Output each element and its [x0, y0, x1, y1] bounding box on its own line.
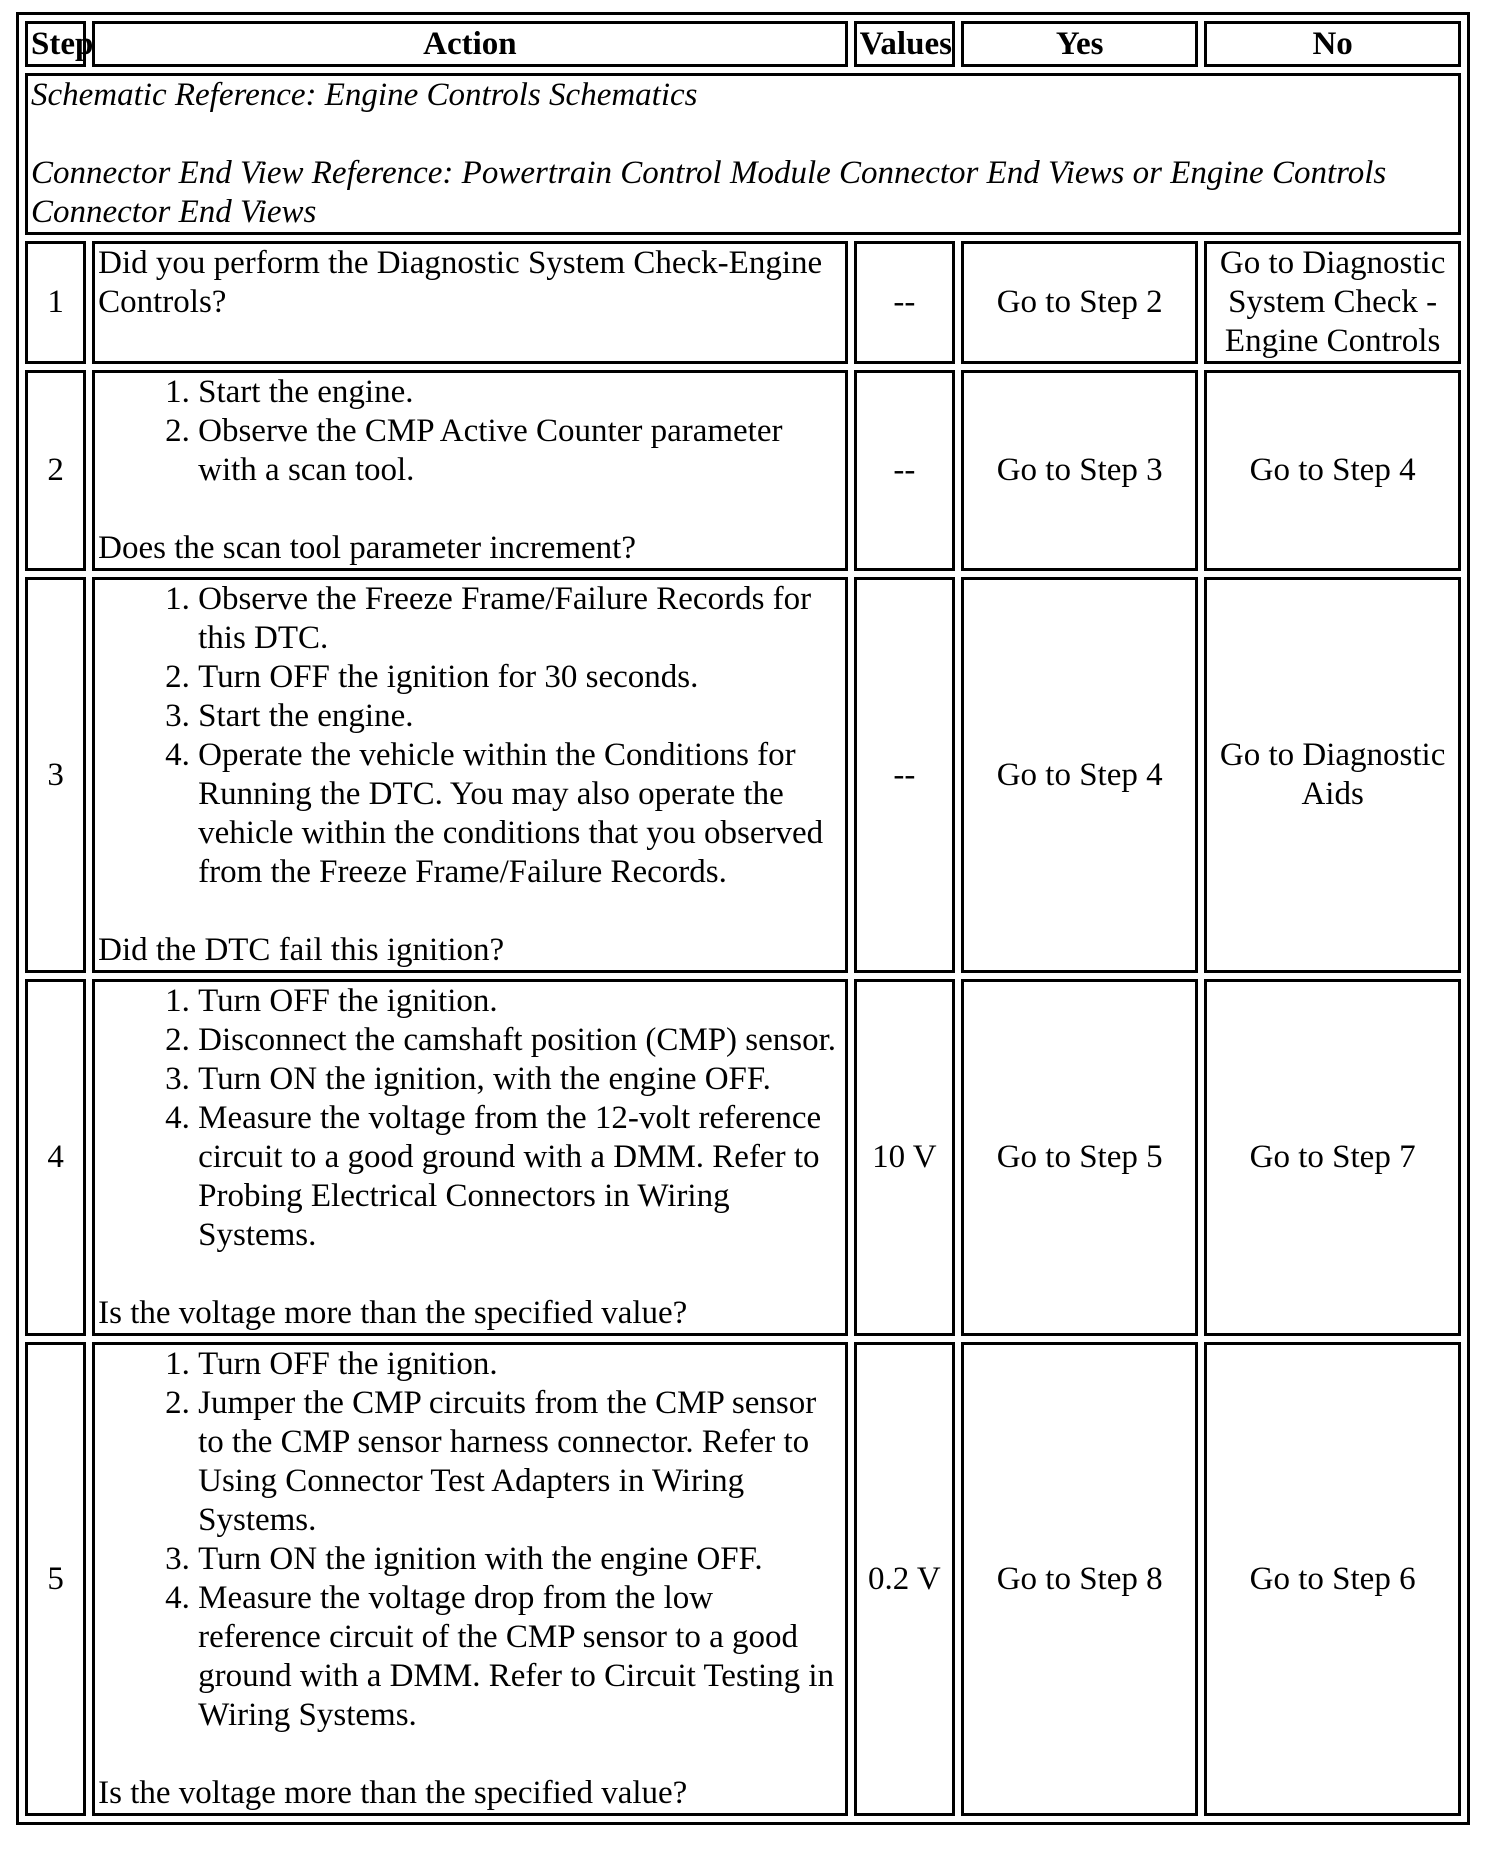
yes-link[interactable]: Go to Step 3: [996, 452, 1163, 488]
action-cell: [92, 241, 848, 364]
yes-link[interactable]: Go to Step 5: [996, 1139, 1163, 1175]
step-row: [25, 241, 1461, 364]
action-cell: [92, 979, 848, 1336]
header-step: Step: [25, 21, 86, 67]
reference-row: [25, 73, 1461, 235]
action-cell: [92, 1342, 848, 1816]
header-yes: Yes: [961, 21, 1198, 67]
action-cell: [92, 370, 848, 571]
yes-link[interactable]: Go to Step 4: [996, 756, 1163, 793]
connector-reference: Connector End View Reference: Powertrain Control Module Connector End Views or Engine Controls Connector End Views: [31, 155, 1387, 230]
step-row: [25, 577, 1461, 973]
value-cell: --: [854, 370, 955, 571]
value-cell: --: [854, 577, 955, 973]
step-row: [25, 1342, 1461, 1816]
header-row: [25, 21, 1461, 67]
yes-cell: [961, 979, 1198, 1336]
header-values: Values: [854, 21, 955, 67]
no-cell: [1204, 1342, 1461, 1816]
action-step-item: 2. Observe the CMP Active Counter parameter with a scan tool.: [198, 412, 842, 490]
action-step-item: 1. Start the engine.: [198, 373, 842, 412]
action-question: Did the DTC fail this ignition?: [98, 932, 505, 968]
action-step-item: 2. Disconnect the camshaft position (CMP) sensor.: [198, 1021, 842, 1060]
yes-cell: [961, 370, 1198, 571]
no-link[interactable]: Go to Step 6: [1249, 1560, 1416, 1597]
action-step-item: 3. Turn ON the ignition with the engine OFF.: [198, 1540, 842, 1579]
yes-link[interactable]: Go to Step 8: [996, 1560, 1163, 1597]
value-cell: --: [854, 241, 955, 364]
action-step-item: 4. Operate the vehicle within the Conditions for Running the DTC. You may also operate the vehicle within the conditions that you observed from the Freeze Frame/Failure Records.: [198, 736, 842, 892]
reference-cell: [25, 73, 1461, 235]
no-cell: [1204, 577, 1461, 973]
yes-link[interactable]: Go to Step 2: [996, 284, 1163, 320]
no-link[interactable]: Go to Diagnostic Aids: [1219, 737, 1446, 812]
action-steps-list: [98, 580, 842, 892]
yes-cell: [961, 241, 1198, 364]
action-steps-list: [98, 982, 842, 1255]
diagnostic-table: [16, 12, 1470, 1825]
value-cell: 0.2 V: [854, 1342, 955, 1816]
header-action: Action: [92, 21, 848, 67]
action-steps-list: [98, 1345, 842, 1735]
action-step-item: 1. Observe the Freeze Frame/Failure Records for this DTC.: [198, 580, 842, 658]
no-link[interactable]: Go to Step 4: [1249, 452, 1416, 488]
yes-cell: [961, 1342, 1198, 1816]
step-number: 2: [25, 370, 86, 571]
action-steps-list: [98, 373, 842, 490]
action-question: Did you perform the Diagnostic System Check-Engine Controls?: [98, 245, 823, 320]
step-row: [25, 979, 1461, 1336]
step-number: 5: [25, 1342, 86, 1816]
action-question: Is the voltage more than the specified value?: [98, 1775, 688, 1811]
action-step-item: 1. Turn OFF the ignition.: [198, 982, 842, 1021]
action-step-item: 3. Turn ON the ignition, with the engine OFF.: [198, 1060, 842, 1099]
value-cell: 10 V: [854, 979, 955, 1336]
action-step-item: 2. Jumper the CMP circuits from the CMP sensor to the CMP sensor harness connector. Refer to Using Connector Test Adapters in Wiring Systems.: [198, 1384, 842, 1540]
action-step-item: 2. Turn OFF the ignition for 30 seconds.: [198, 658, 842, 697]
step-number: 1: [25, 241, 86, 364]
step-number: 3: [25, 577, 86, 973]
action-cell: [92, 577, 848, 973]
no-link[interactable]: Go to Diagnostic System Check - Engine Controls: [1219, 245, 1446, 359]
action-question: Is the voltage more than the specified value?: [98, 1295, 688, 1331]
step-number: 4: [25, 979, 86, 1336]
no-cell: [1204, 241, 1461, 364]
action-question: Does the scan tool parameter increment?: [98, 530, 636, 566]
no-cell: [1204, 979, 1461, 1336]
header-no: No: [1204, 21, 1461, 67]
schematic-reference: Schematic Reference: Engine Controls Schematics: [31, 77, 698, 113]
action-step-item: 3. Start the engine.: [198, 697, 842, 736]
no-cell: [1204, 370, 1461, 571]
action-step-item: 1. Turn OFF the ignition.: [198, 1345, 842, 1384]
no-link[interactable]: Go to Step 7: [1249, 1139, 1416, 1175]
yes-cell: [961, 577, 1198, 973]
action-step-item: 4. Measure the voltage from the 12-volt reference circuit to a good ground with a DMM. Refer to Probing Electrical Connectors in Wiring Systems.: [198, 1099, 842, 1255]
step-row: [25, 370, 1461, 571]
action-step-item: 4. Measure the voltage drop from the low reference circuit of the CMP sensor to a good ground with a DMM. Refer to Circuit Testing in Wiring Systems.: [198, 1579, 842, 1735]
